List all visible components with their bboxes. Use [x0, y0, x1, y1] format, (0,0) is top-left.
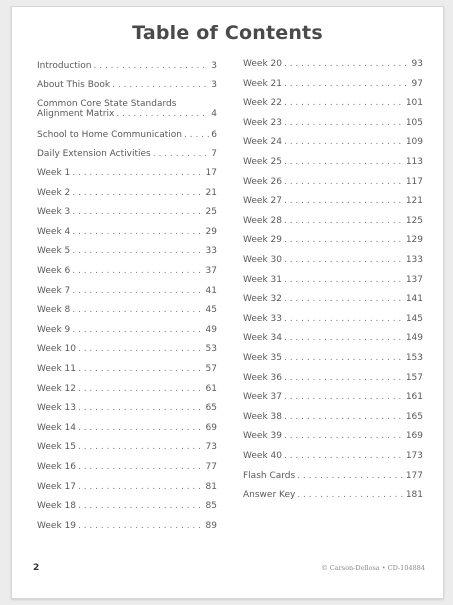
toc-entry-label: School to Home Communication	[37, 130, 183, 140]
toc-entry-page: 93	[411, 59, 423, 69]
dot-leader	[284, 79, 410, 89]
toc-entry-week-10	[37, 344, 217, 354]
toc-entry-label: Week 8	[37, 305, 71, 316]
toc-entry-activities	[37, 149, 217, 159]
toc-entry-page: 137	[405, 274, 423, 285]
toc-entry-label: Week 34	[243, 333, 282, 344]
dot-leader	[284, 431, 404, 441]
dot-leader	[72, 286, 203, 296]
toc-entry-page: 97	[411, 78, 423, 89]
dot-leader	[284, 157, 404, 167]
toc-entry-page: 165	[405, 411, 423, 422]
dot-leader	[112, 80, 209, 90]
toc-entry-label: Week 28	[243, 215, 282, 226]
dot-leader	[72, 227, 203, 237]
toc-entry-week-26	[243, 177, 423, 187]
dot-leader	[78, 344, 204, 354]
toc-entry-week-33	[243, 314, 423, 324]
toc-entry-label: Week 7	[37, 285, 71, 296]
toc-entry-page: 161	[405, 392, 423, 403]
dot-leader	[284, 177, 404, 187]
toc-entry-week-37	[243, 392, 423, 402]
dot-leader	[78, 521, 204, 531]
toc-entry-label: Week 38	[243, 411, 282, 422]
toc-entry-week-32	[243, 294, 423, 304]
toc-entry-label: Week 23	[243, 117, 282, 128]
toc-entry-page: 6	[211, 130, 217, 140]
dot-leader	[284, 235, 404, 245]
toc-entry-label: Week 35	[243, 353, 282, 363]
toc-entry-week-34	[243, 333, 423, 343]
toc-entry-label: Week 15	[37, 442, 76, 453]
toc-entry-label: Week 24	[243, 137, 282, 148]
dot-leader	[284, 412, 404, 422]
toc-entry-week-35	[243, 353, 423, 363]
toc-entry-week-38	[243, 412, 423, 422]
toc-entry-label: Week 6	[37, 266, 71, 276]
toc-entry-label: Week 3	[37, 207, 71, 218]
toc-entry-week-16	[37, 462, 217, 472]
toc-entry-label: Week 29	[243, 235, 282, 246]
toc-entry-page: 81	[205, 481, 217, 492]
toc-entry-page: 133	[405, 255, 423, 265]
toc-entry-label: Week 10	[37, 344, 76, 355]
toc-entry-page: 109	[405, 137, 423, 148]
toc-entry-week-9	[37, 325, 217, 335]
toc-entry-page: 125	[405, 215, 423, 226]
toc-entry-label: Week 16	[37, 462, 76, 472]
toc-entry-week-22	[243, 98, 423, 108]
toc-entry-label: Week 13	[37, 403, 76, 414]
toc-entry-week-23	[243, 118, 423, 128]
toc-entry-page: 121	[405, 196, 423, 207]
toc-entry-page: 153	[405, 353, 423, 363]
toc-entry-label: Week 40	[243, 451, 282, 461]
toc-entry-week-21	[243, 79, 423, 89]
dot-leader	[72, 266, 203, 276]
toc-entry-label: Week 19	[37, 520, 76, 531]
toc-entry-week-1	[37, 168, 217, 178]
toc-entry-page: 37	[205, 266, 217, 276]
toc-entry-week-3	[37, 207, 217, 217]
toc-entry-label: Week 36	[243, 372, 282, 383]
toc-entry-page: 145	[405, 313, 423, 324]
toc-entry-week-36	[243, 373, 423, 383]
dot-leader	[284, 353, 404, 363]
toc-entry-week-29	[243, 235, 423, 245]
dot-leader	[78, 403, 204, 413]
toc-entry-page: 141	[405, 294, 423, 305]
dot-leader	[78, 501, 204, 511]
dot-leader	[284, 373, 404, 383]
toc-entry-label: Week 39	[243, 431, 282, 442]
toc-entry-week-39	[243, 431, 423, 441]
toc-entry-label: Week 2	[37, 187, 71, 198]
dot-leader	[94, 61, 210, 71]
dot-leader	[284, 216, 404, 226]
toc-entry-week-8	[37, 305, 217, 315]
dot-leader	[284, 333, 404, 343]
dot-leader	[284, 392, 404, 402]
toc-entry-week-31	[243, 275, 423, 285]
toc-entry-label: Flash Cards	[243, 470, 296, 481]
toc-entry-page: 61	[205, 383, 217, 394]
toc-entry-week-13	[37, 403, 217, 413]
toc-entry-page: 69	[205, 422, 217, 433]
toc-entry-week-2	[37, 188, 217, 198]
toc-entry-page: 57	[205, 364, 217, 374]
toc-entry-page: 181	[405, 490, 423, 501]
toc-entry-page: 45	[205, 305, 217, 316]
dot-leader	[153, 149, 210, 159]
dot-leader	[184, 130, 209, 140]
toc-entry-page: 149	[405, 333, 423, 344]
toc-entry-label-line1: Common Core State Standards	[37, 99, 177, 109]
toc-entry-page: 129	[405, 235, 423, 246]
toc-entry-label: Daily Extension Activities	[37, 149, 151, 159]
dot-leader	[78, 462, 204, 472]
toc-entry-label: Week 4	[37, 226, 71, 237]
dot-leader	[284, 451, 404, 461]
toc-entry-page: 29	[205, 226, 217, 237]
toc-entry-page: 53	[205, 344, 217, 355]
document-page	[11, 6, 444, 599]
toc-entry-week-4	[37, 227, 217, 237]
toc-entry-label: Week 27	[243, 196, 282, 207]
toc-entry-label: Week 25	[243, 157, 282, 167]
toc-entry-page: 173	[405, 451, 423, 461]
toc-entry-label: Week 31	[243, 274, 282, 285]
dot-leader	[72, 305, 203, 315]
toc-entry-week-15	[37, 442, 217, 452]
toc-entry-page: 169	[405, 431, 423, 442]
toc-entry-label: Week 18	[37, 501, 76, 512]
dot-leader	[72, 325, 203, 335]
toc-entry-page: 41	[205, 285, 217, 296]
toc-entry-week-7	[37, 286, 217, 296]
toc-entry-week-11	[37, 364, 217, 374]
toc-entry-introduction	[37, 61, 217, 71]
toc-entry-week-14	[37, 423, 217, 433]
toc-entry-page: 117	[405, 176, 423, 187]
toc-entry-label: Week 20	[243, 59, 282, 69]
toc-entry-page: 105	[405, 117, 423, 128]
toc-entry-standards	[37, 99, 217, 119]
toc-entry-week-6	[37, 266, 217, 276]
toc-entry-week-30	[243, 255, 423, 265]
toc-entry-communication	[37, 130, 217, 140]
dot-leader	[284, 294, 404, 304]
dot-leader	[72, 188, 203, 198]
dot-leader	[284, 196, 404, 206]
toc-entry-label: Week 14	[37, 422, 76, 433]
toc-entry-page: 65	[205, 403, 217, 414]
dot-leader	[284, 275, 404, 285]
toc-entry-label: Week 11	[37, 364, 76, 374]
dot-leader	[78, 364, 204, 374]
toc-entry-label: Introduction	[37, 61, 92, 71]
toc-entry-page: 7	[211, 149, 217, 159]
toc-entry-page: 3	[211, 61, 217, 71]
dot-leader	[297, 471, 404, 481]
toc-entry-week-17	[37, 482, 217, 492]
toc-entry-label: Week 33	[243, 313, 282, 324]
dot-leader	[78, 384, 204, 394]
toc-entry-about	[37, 80, 217, 90]
page-number: 2	[33, 563, 40, 573]
toc-entry-week-40	[243, 451, 423, 461]
toc-entry-page: 177	[405, 470, 423, 481]
dot-leader	[284, 255, 404, 265]
toc-entry-flash-cards	[243, 471, 423, 481]
toc-entry-page: 17	[205, 168, 217, 178]
toc-entry-label: About This Book	[37, 80, 111, 90]
toc-entry-week-25	[243, 157, 423, 167]
toc-entry-page: 113	[405, 157, 423, 167]
toc-entry-label: Week 9	[37, 324, 71, 335]
toc-entry-label: Week 12	[37, 383, 76, 394]
toc-entry-answer-key	[243, 490, 423, 500]
toc-entry-week-27	[243, 196, 423, 206]
toc-entry-label: Alignment Matrix	[37, 109, 115, 119]
toc-entry-page: 73	[205, 442, 217, 453]
toc-entry-page: 49	[205, 324, 217, 335]
toc-entry-page: 21	[205, 187, 217, 198]
toc-entry-week-18	[37, 501, 217, 511]
dot-leader	[78, 423, 204, 433]
toc-entry-label: Week 21	[243, 78, 282, 89]
dot-leader	[284, 314, 404, 324]
toc-entry-page: 25	[205, 207, 217, 218]
toc-entry-week-20	[243, 59, 423, 69]
dot-leader	[78, 442, 204, 452]
toc-entry-label: Week 26	[243, 176, 282, 187]
dot-leader	[284, 137, 404, 147]
toc-entry-label: Week 5	[37, 246, 71, 257]
dot-leader	[284, 98, 404, 108]
dot-leader	[284, 118, 404, 128]
dot-leader	[72, 168, 203, 178]
dot-leader	[284, 59, 410, 69]
toc-entry-week-12	[37, 384, 217, 394]
footer-credit: © Carson-Dellosa • CD-104884	[321, 564, 425, 572]
toc-entry-label: Week 30	[243, 255, 282, 265]
toc-entry-label: Week 32	[243, 294, 282, 305]
dot-leader	[297, 490, 403, 500]
toc-entry-page: 89	[205, 520, 217, 531]
toc-entry-label: Week 1	[37, 168, 71, 178]
dot-leader	[78, 482, 204, 492]
toc-entry-label: Week 22	[243, 98, 282, 109]
page-title: Table of Contents	[132, 22, 323, 44]
toc-entry-label: Week 37	[243, 392, 282, 403]
dot-leader	[72, 207, 203, 217]
dot-leader	[116, 109, 209, 119]
toc-entry-page: 157	[405, 372, 423, 383]
toc-entry-week-28	[243, 216, 423, 226]
toc-entry-page: 85	[205, 501, 217, 512]
toc-entry-page: 101	[405, 98, 423, 109]
toc-entry-label: Week 17	[37, 481, 76, 492]
toc-entry-page: 77	[205, 462, 217, 472]
toc-entry-week-5	[37, 246, 217, 256]
toc-entry-page: 3	[211, 80, 217, 90]
toc-entry-week-19	[37, 521, 217, 531]
dot-leader	[72, 246, 203, 256]
toc-entry-week-24	[243, 137, 423, 147]
toc-entry-label: Answer Key	[243, 490, 296, 501]
toc-entry-page: 4	[211, 109, 217, 119]
toc-entry-page: 33	[205, 246, 217, 257]
